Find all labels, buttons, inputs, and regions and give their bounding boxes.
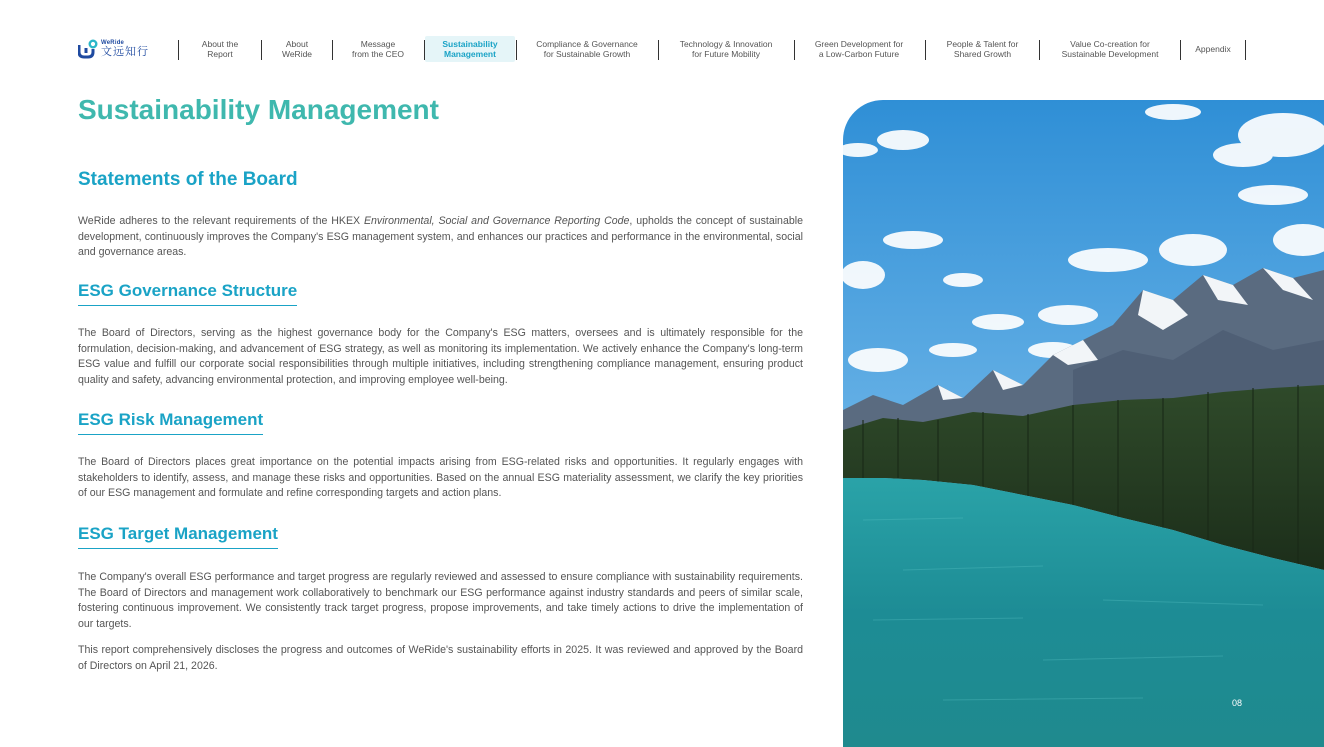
nav-tab-about-weride[interactable] [272,36,322,62]
nav-tab-label: People & Talent for Shared Growth [946,39,1019,59]
nav-tab-ceo-message[interactable] [343,36,413,62]
nav-divider [332,40,333,60]
nav-tab-technology-innovation[interactable] [668,36,784,62]
nav-divider [658,40,659,60]
section-heading-board-statements: Statements of the Board [78,169,298,190]
subheading-esg-target: ESG Target Management [78,524,278,549]
governance-paragraph: The Board of Directors, serving as the highest governance body for the Company's ESG matters, oversees and is ultimately responsible for the formulation, decision-making, and advancement of ESG strategy, as well as monitoring its implementation. We actively enhance the Company's long-term ESG value and fulfill our corporate social responsibilities through multiple initiatives, including strengthening compliance management, ensuring product quality and safety, advancing environmental protection, and improving employee well-being. [78,327,803,386]
page-number: 08 [1232,698,1243,708]
nav-tab-label: Message from the CEO [352,39,404,59]
page-title: Sustainability Management [78,94,439,125]
nav-divider [516,40,517,60]
nav-tab-people-talent[interactable] [935,36,1030,62]
nav-tab-green-development[interactable] [804,36,914,62]
top-navigation-bar [0,0,1324,100]
nav-tab-label: Sustainability Management [442,39,498,59]
target-paragraph: The Company's overall ESG performance and target progress are regularly reviewed and assessed to ensure compliance with sustainability requirements. The Board of Directors and management work collaboratively to benchmark our ESG performance against industry standards and peers of similar scale, fostering continuous improvement. We consistently track target progress, propose improvements, and take timely actions to drive the implementation of our targets. [78,571,803,630]
landscape-photo [843,100,1324,747]
nav-tab-label: Green Development for a Low-Carbon Future [814,39,904,59]
nav-divider [1039,40,1040,60]
nav-divider [178,40,179,60]
nav-tab-appendix[interactable] [1189,36,1237,62]
weride-logo-icon [78,39,98,59]
subheading-esg-governance: ESG Governance Structure [78,281,297,306]
nav-tab-value-cocreation[interactable] [1050,36,1170,62]
nav-divider [261,40,262,60]
nav-tab-label: About WeRide [281,39,313,59]
nav-tab-about-report[interactable] [190,36,250,62]
nav-divider [1180,40,1181,60]
nav-tab-label: Appendix [1195,44,1231,54]
nav-tab-label: Technology & Innovation for Future Mobility [679,39,773,59]
nav-divider [925,40,926,60]
nav-divider [794,40,795,60]
report-approval-paragraph: This report comprehensively discloses the progress and outcomes of WeRide's sustainability efforts in 2025. It was reviewed and approved by the Board of Directors on April 21, 2026. [78,644,803,672]
board-text-part: WeRide adheres to the relevant requirements of the HKEX [78,215,364,227]
nav-tab-label: Compliance & Governance for Sustainable Growth [536,39,638,59]
nav-tab-sustainability-management[interactable] [425,36,515,62]
risk-paragraph: The Board of Directors places great importance on the potential impacts arising from ESG-related risks and opportunities. It regularly engages with stakeholders to identify, assess, and manage these risks and opportunities. Based on the annual ESG materiality assessment, we clarify the key priorities of our ESG management and formulate and refine corresponding targets and action plans. [78,456,803,499]
board-text-part: , upholds the concept of sustainable development, continuously improves the Company's ESG management system, and enhances our practices and performance in the environmental, social and governance areas. [78,215,803,258]
board-statement-paragraph [78,214,803,261]
reporting-code-name: Environmental, Social and Governance Reporting Code [363,215,630,227]
nav-tab-label: Value Co-creation for Sustainable Development [1061,39,1159,59]
logo-name-cn: 文远知行 [101,46,149,58]
logo-name-en: WeRide [101,40,125,46]
nav-divider [1245,40,1246,60]
nav-tab-label: About the Report [201,39,239,59]
weride-logo[interactable] [78,39,149,59]
nav-tab-compliance-governance[interactable] [527,36,647,62]
subheading-esg-risk: ESG Risk Management [78,410,263,435]
